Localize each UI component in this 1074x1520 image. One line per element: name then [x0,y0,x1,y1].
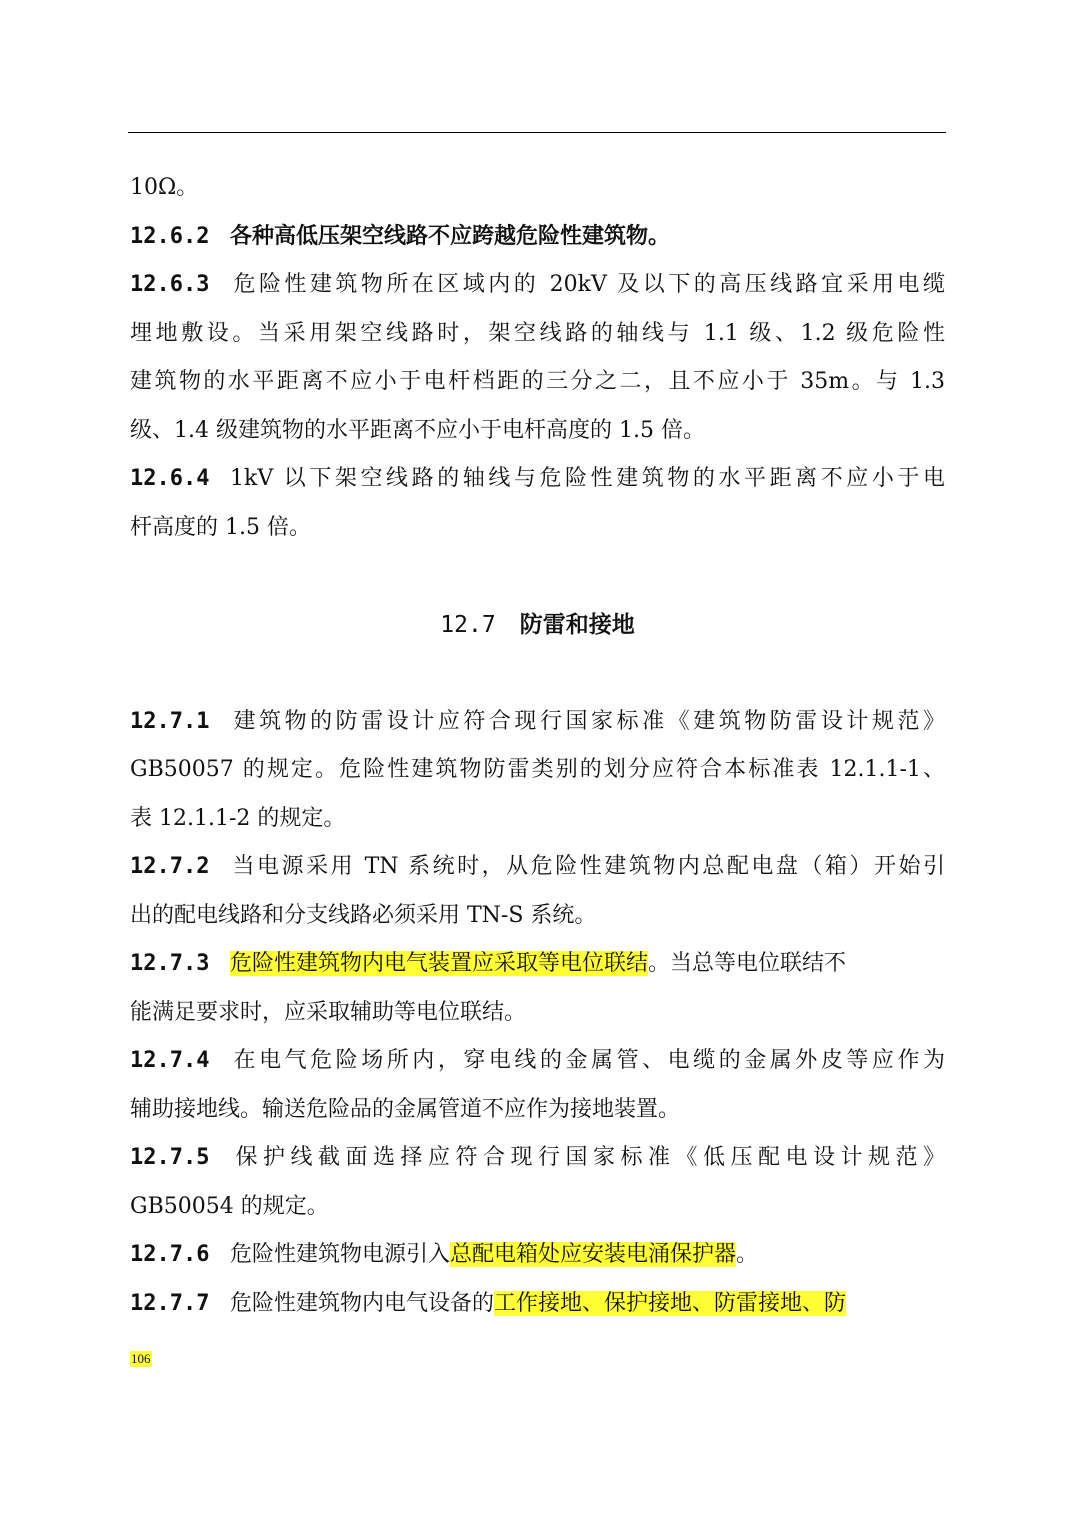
spacer [130,649,945,698]
clause-text: 当电源采用 TN 系统时，从危险性建筑物内总配电盘（箱）开始引 [230,854,945,879]
text-line [130,504,945,553]
clause-text: 在电气危险场所内，穿电线的金属管、电缆的金属外皮等应作为 [230,1048,945,1073]
clause-number: 12.7.6 [130,1242,210,1267]
document-body [130,164,945,1328]
highlighted-text: 总配电箱处应安装电涌保护器 [450,1242,737,1267]
text-fragment: 杆高度的 1.5 倍。 [130,514,311,540]
header-rule [128,132,946,133]
text-line [130,746,945,795]
section-heading [130,601,945,650]
text-fragment: 能满足要求时，应采取辅助等电位联结。 [130,999,527,1025]
text-fragment: 出的配电线路和分支线路必须采用 TN-S 系统。 [130,902,597,928]
clause-12-7-7 [130,1280,945,1329]
text-line [130,1086,945,1135]
clause-text: 。当总等电位联结不 [648,951,847,976]
spacer [130,552,945,601]
clause-text: 。 [736,1242,759,1267]
clause-12-7-5 [130,1134,945,1183]
clause-text: 危险性建筑物电源引入 [230,1242,451,1267]
section-title: 防雷和接地 [519,611,635,638]
clause-12-7-2 [130,843,945,892]
clause-number: 12.7.5 [130,1145,210,1170]
highlighted-text: 危险性建筑物内电气装置应采取等电位联结 [230,951,649,976]
text-line [130,795,945,844]
text-line [130,989,945,1038]
text-fragment: 辅助接地线。输送危险品的金属管道不应作为接地装置。 [130,1096,681,1122]
clause-number: 12.6.2 [130,223,210,249]
text-line [130,1183,945,1232]
clause-number: 12.7.2 [130,854,210,879]
clause-text: 危险性建筑物所在区域内的 20kV 及以下的高压线路宜采用电缆 [230,272,945,297]
text-fragment: 埋地敷设。当采用架空线路时，架空线路的轴线与 1.1 级、1.2 级危险性 [130,320,945,346]
clause-number: 12.7.4 [130,1048,210,1073]
text-fragment: 级、1.4 级建筑物的水平距离不应小于电杆高度的 1.5 倍。 [130,417,705,443]
text-fragment: 表 12.1.1-2 的规定。 [130,805,346,831]
highlighted-text: 工作接地、保护接地、防雷接地、防 [494,1290,847,1316]
clause-number: 12.6.4 [130,466,210,491]
clause-number: 12.7.7 [130,1290,210,1316]
text-fragment: GB50054 的规定。 [130,1193,329,1219]
text-line [130,407,945,456]
clause-12-6-2 [130,213,945,262]
text-fragment: 10Ω。 [130,175,199,200]
clause-text: 各种高低压架空线路不应跨越危险性建筑物。 [230,223,671,249]
clause-number: 12.7.3 [130,951,210,976]
text-line [130,358,945,407]
clause-text: 建筑物的防雷设计应符合现行国家标准《建筑物防雷设计规范》 [230,708,945,734]
text-fragment: 建筑物的水平距离不应小于电杆档距的三分之二，且不应小于 35m。与 1.3 [130,369,945,394]
text-line [130,892,945,941]
page-number: 106 [131,1351,151,1366]
section-number: 12.7 [440,611,496,638]
clause-number: 12.7.1 [130,708,210,734]
text-line [130,310,945,359]
text-fragment: GB50057 的规定。危险性建筑物防雷类别的划分应符合本标准表 12.1.1-1、 [130,757,945,782]
text-line [130,164,945,213]
clause-12-7-6 [130,1231,945,1280]
clause-text: 危险性建筑物内电气设备的 [230,1290,495,1316]
clause-12-6-4 [130,455,945,504]
clause-12-7-3 [130,940,945,989]
clause-text: 保护线截面选择应符合现行国家标准《低压配电设计规范》 [230,1145,945,1170]
clause-12-7-1 [130,698,945,747]
clause-number: 12.6.3 [130,272,210,297]
clause-text: 1kV 以下架空线路的轴线与危险性建筑物的水平距离不应小于电 [230,466,945,491]
clause-12-7-4 [130,1037,945,1086]
clause-12-6-3 [130,261,945,310]
